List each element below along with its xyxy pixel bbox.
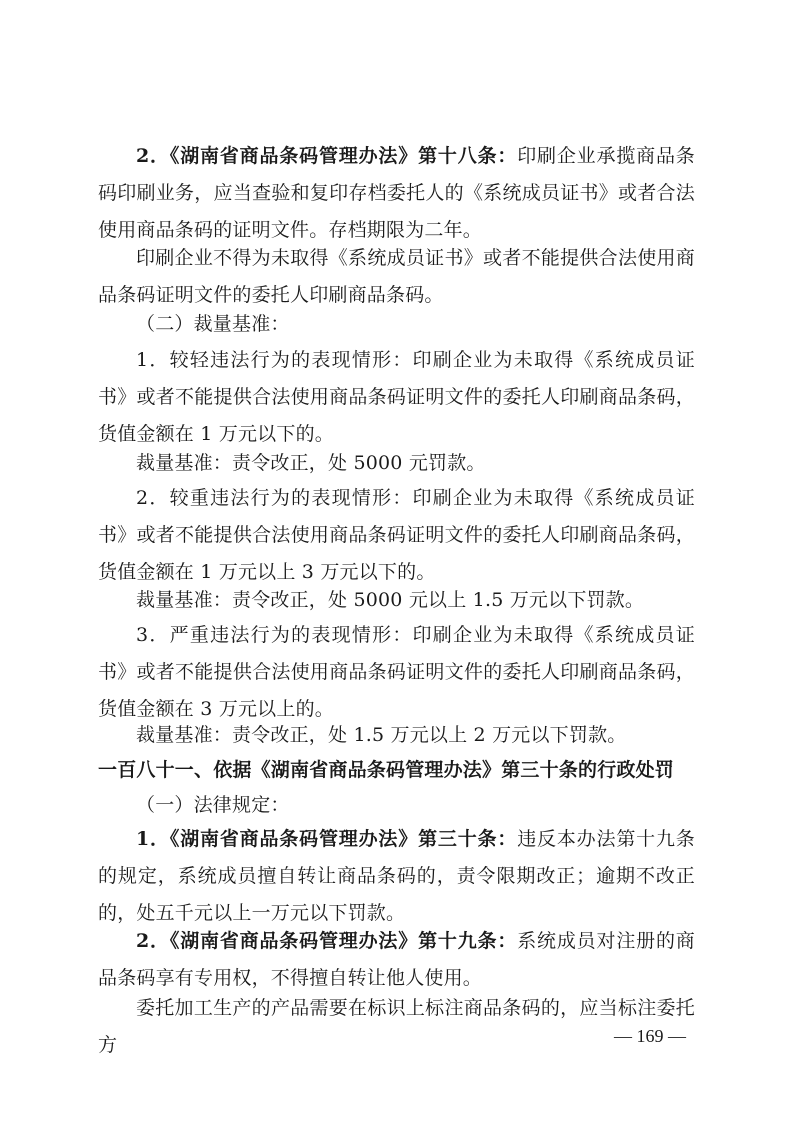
paragraph-text: 1．较轻违法行为的表现情形：印刷企业为未取得《系统成员证书》或者不能提供合法使用商品条码证明文件的委托人印刷商品条码，货值金额在 1 万元以下的。 bbox=[98, 349, 695, 445]
paragraph-text: 违反本办法第十九条的规定，系统成员擅自转让商品条码的，责令限期改正；逾期不改正的，处五千元以上一万元以下罚款。 bbox=[98, 828, 695, 924]
paragraph-text: （二）裁量基准： bbox=[136, 313, 290, 335]
section-heading-181 bbox=[98, 752, 695, 789]
paragraph-text: 系统成员对注册的商品条码享有专用权，不得擅自转让他人使用。 bbox=[98, 930, 695, 989]
paragraph-text: 印刷企业不得为未取得《系统成员证书》或者不能提供合法使用商品条码证明文件的委托人印刷商品条码。 bbox=[98, 247, 695, 306]
paragraph-serious-standard bbox=[98, 582, 695, 619]
paragraph-minor-standard bbox=[98, 445, 695, 482]
paragraph-text: 2．较重违法行为的表现情形：印刷企业为未取得《系统成员证书》或者不能提供合法使用商品条码证明文件的委托人印刷商品条码，货值金额在 1 万元以上 3 万元以下的。 bbox=[98, 487, 695, 583]
paragraph-entrusted-processing bbox=[98, 990, 695, 1064]
paragraph-text: 印刷企业承揽商品条码印刷业务，应当查验和复印存档委托人的《系统成员证书》或者合法使用商品条码的证明文件。存档期限为二年。 bbox=[98, 145, 695, 241]
paragraph-text: 裁量基准：责令改正，处 5000 元罚款。 bbox=[136, 452, 486, 474]
section-heading-legal-provisions bbox=[98, 787, 695, 824]
paragraph-article-19 bbox=[98, 923, 695, 997]
paragraph-minor-violation bbox=[98, 342, 695, 453]
paragraph-text: 3．严重违法行为的表现情形：印刷企业为未取得《系统成员证书》或者不能提供合法使用商品条码证明文件的委托人印刷商品条码，货值金额在 3 万元以上的。 bbox=[98, 624, 695, 720]
article-lead: 2．《湖南省商品条码管理办法》第十九条： bbox=[136, 930, 518, 952]
paragraph-severe-standard bbox=[98, 717, 695, 754]
paragraph-severe-violation bbox=[98, 617, 695, 728]
paragraph-printing-prohibition bbox=[98, 240, 695, 314]
paragraph-text: 委托加工生产的产品需要在标识上标注商品条码的，应当标注委托方 bbox=[98, 997, 695, 1056]
article-lead: 1．《湖南省商品条码管理办法》第三十条： bbox=[136, 828, 518, 850]
paragraph-serious-violation bbox=[98, 480, 695, 591]
paragraph-text: （一）法律规定： bbox=[136, 794, 290, 816]
heading-text: 一百八十一、依据《湖南省商品条码管理办法》第三十条的行政处罚 bbox=[98, 759, 675, 781]
paragraph-text: 裁量基准：责令改正，处 5000 元以上 1.5 万元以下罚款。 bbox=[136, 589, 645, 611]
section-heading-discretion-standard bbox=[98, 306, 695, 343]
paragraph-text: 裁量基准：责令改正，处 1.5 万元以上 2 万元以下罚款。 bbox=[136, 724, 627, 746]
article-lead: 2．《湖南省商品条码管理办法》第十八条： bbox=[136, 145, 518, 167]
page-number: — 169 — bbox=[614, 1026, 686, 1046]
paragraph-article-18 bbox=[98, 138, 695, 249]
paragraph-article-30 bbox=[98, 821, 695, 932]
